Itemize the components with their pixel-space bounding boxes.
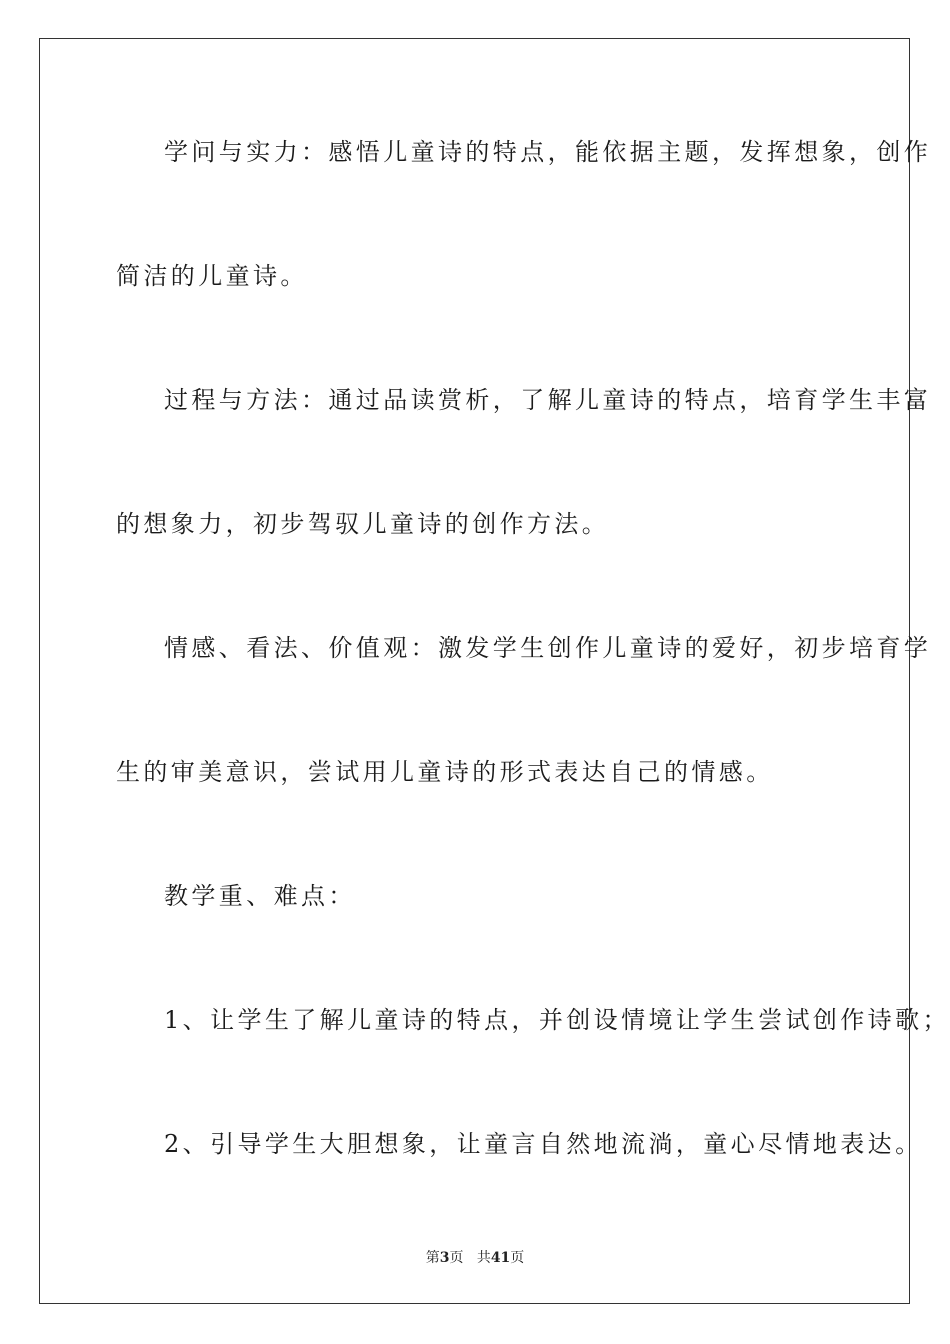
list-item-1: 1、让学生了解儿童诗的特点，并创设情境让学生尝试创作诗歌； — [164, 1006, 950, 1034]
page-footer — [0, 1247, 950, 1267]
page-border — [39, 38, 910, 1304]
paragraph-3-line-2: 生的审美意识，尝试用儿童诗的形式表达自己的情感。 — [116, 758, 774, 786]
page-number: 3 — [439, 1250, 450, 1266]
total-suffix: 页 — [510, 1250, 525, 1266]
paragraph-1-line-2: 简洁的儿童诗。 — [116, 262, 308, 290]
paragraph-2-line-2: 的想象力，初步驾驭儿童诗的创作方法。 — [116, 510, 610, 538]
page-prefix: 第 — [425, 1250, 440, 1266]
page-suffix: 页 — [449, 1250, 464, 1266]
section-heading: 教学重、难点： — [164, 882, 356, 910]
paragraph-3-line-1: 情感、看法、价值观：激发学生创作儿童诗的爱好，初步培育学 — [164, 634, 932, 662]
paragraph-2-line-1: 过程与方法：通过品读赏析，了解儿童诗的特点，培育学生丰富 — [164, 386, 932, 414]
total-prefix: 共 — [476, 1250, 491, 1266]
total-pages: 41 — [490, 1250, 511, 1266]
list-item-2: 2、引导学生大胆想象，让童言自然地流淌，童心尽情地表达。 — [164, 1130, 923, 1158]
paragraph-1-line-1: 学问与实力：感悟儿童诗的特点，能依据主题，发挥想象，创作 — [164, 138, 932, 166]
